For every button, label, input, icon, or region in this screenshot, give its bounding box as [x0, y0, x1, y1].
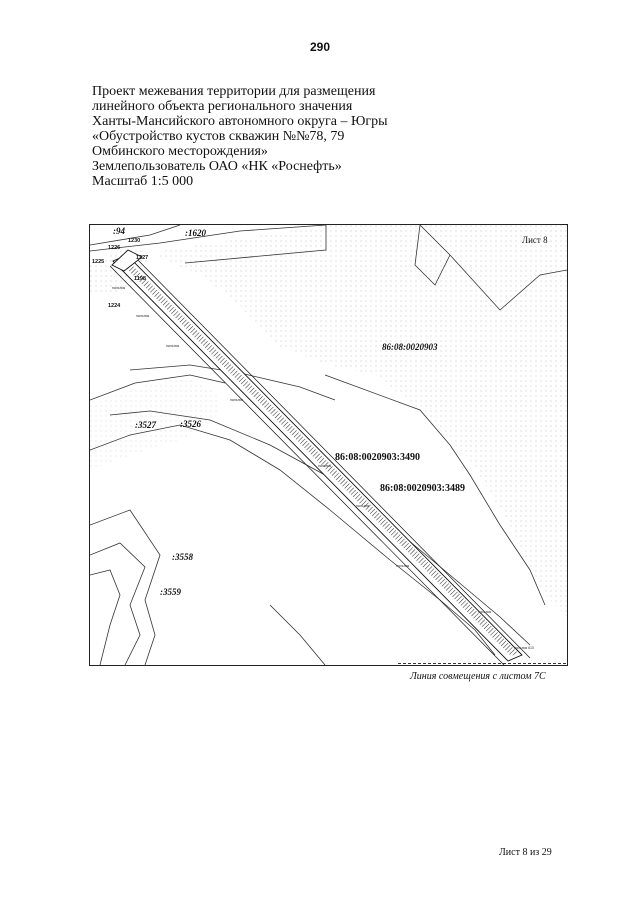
point-1226: 1226: [108, 245, 121, 251]
parcel-label-3490: 86:08:0020903:3490: [335, 452, 420, 463]
point-1230: 1230: [128, 238, 141, 244]
small-annotation: пальник 610: [514, 646, 534, 650]
point-1198: 1198: [134, 276, 146, 282]
parcel-label-1620: :1620: [185, 228, 206, 238]
cadastral-map: [89, 224, 568, 666]
header-line: Проект межевания территории для размещения: [92, 84, 376, 99]
small-annotation: пальник: [136, 314, 150, 318]
parcel-label-94: :94: [113, 226, 125, 236]
small-annotation: пальник: [478, 610, 492, 614]
parcel-label-3489: 86:08:0020903:3489: [380, 483, 465, 494]
land-user-line: Землепользователь ОАО «НК «Роснефть»: [92, 159, 342, 174]
point-1225: 1225: [92, 259, 105, 265]
header-line: Омбинского месторождения»: [92, 144, 268, 159]
small-annotation: пальник: [396, 564, 410, 568]
header-line: линейного объекта регионального значения: [92, 99, 353, 114]
point-1224: 1224: [108, 303, 121, 309]
parcel-label-main: 86:08:0020903: [382, 342, 438, 352]
parcel-label-3558: :3558: [172, 552, 193, 562]
map-canvas: [90, 225, 567, 665]
document-header: [92, 84, 392, 189]
parcel-label-3526: :3526: [180, 419, 201, 429]
parcel-label-3559: :3559: [160, 587, 181, 597]
point-1227: 1227: [136, 255, 149, 261]
parcel-label-3527: :3527: [135, 420, 156, 430]
small-annotation: пальник: [356, 504, 370, 508]
page-number: 290: [309, 40, 331, 54]
header-line: «Обустройство кустов скважин №№78, 79: [92, 129, 345, 144]
small-annotation: пальник: [166, 344, 180, 348]
header-line: Ханты-Мансийского автономного округа – Югры: [92, 114, 388, 129]
sheet-counter: Лист 8 из 29: [499, 847, 552, 858]
match-line-caption: Линия совмещения с листом 7С: [410, 671, 546, 682]
map-sheet-label: Лист 8: [522, 235, 548, 245]
small-annotation: пальник: [112, 286, 126, 290]
match-line: [398, 663, 566, 664]
small-annotation: пальник: [230, 398, 244, 402]
small-annotation: пальник: [318, 464, 332, 468]
scale-line: Масштаб 1:5 000: [92, 174, 194, 189]
